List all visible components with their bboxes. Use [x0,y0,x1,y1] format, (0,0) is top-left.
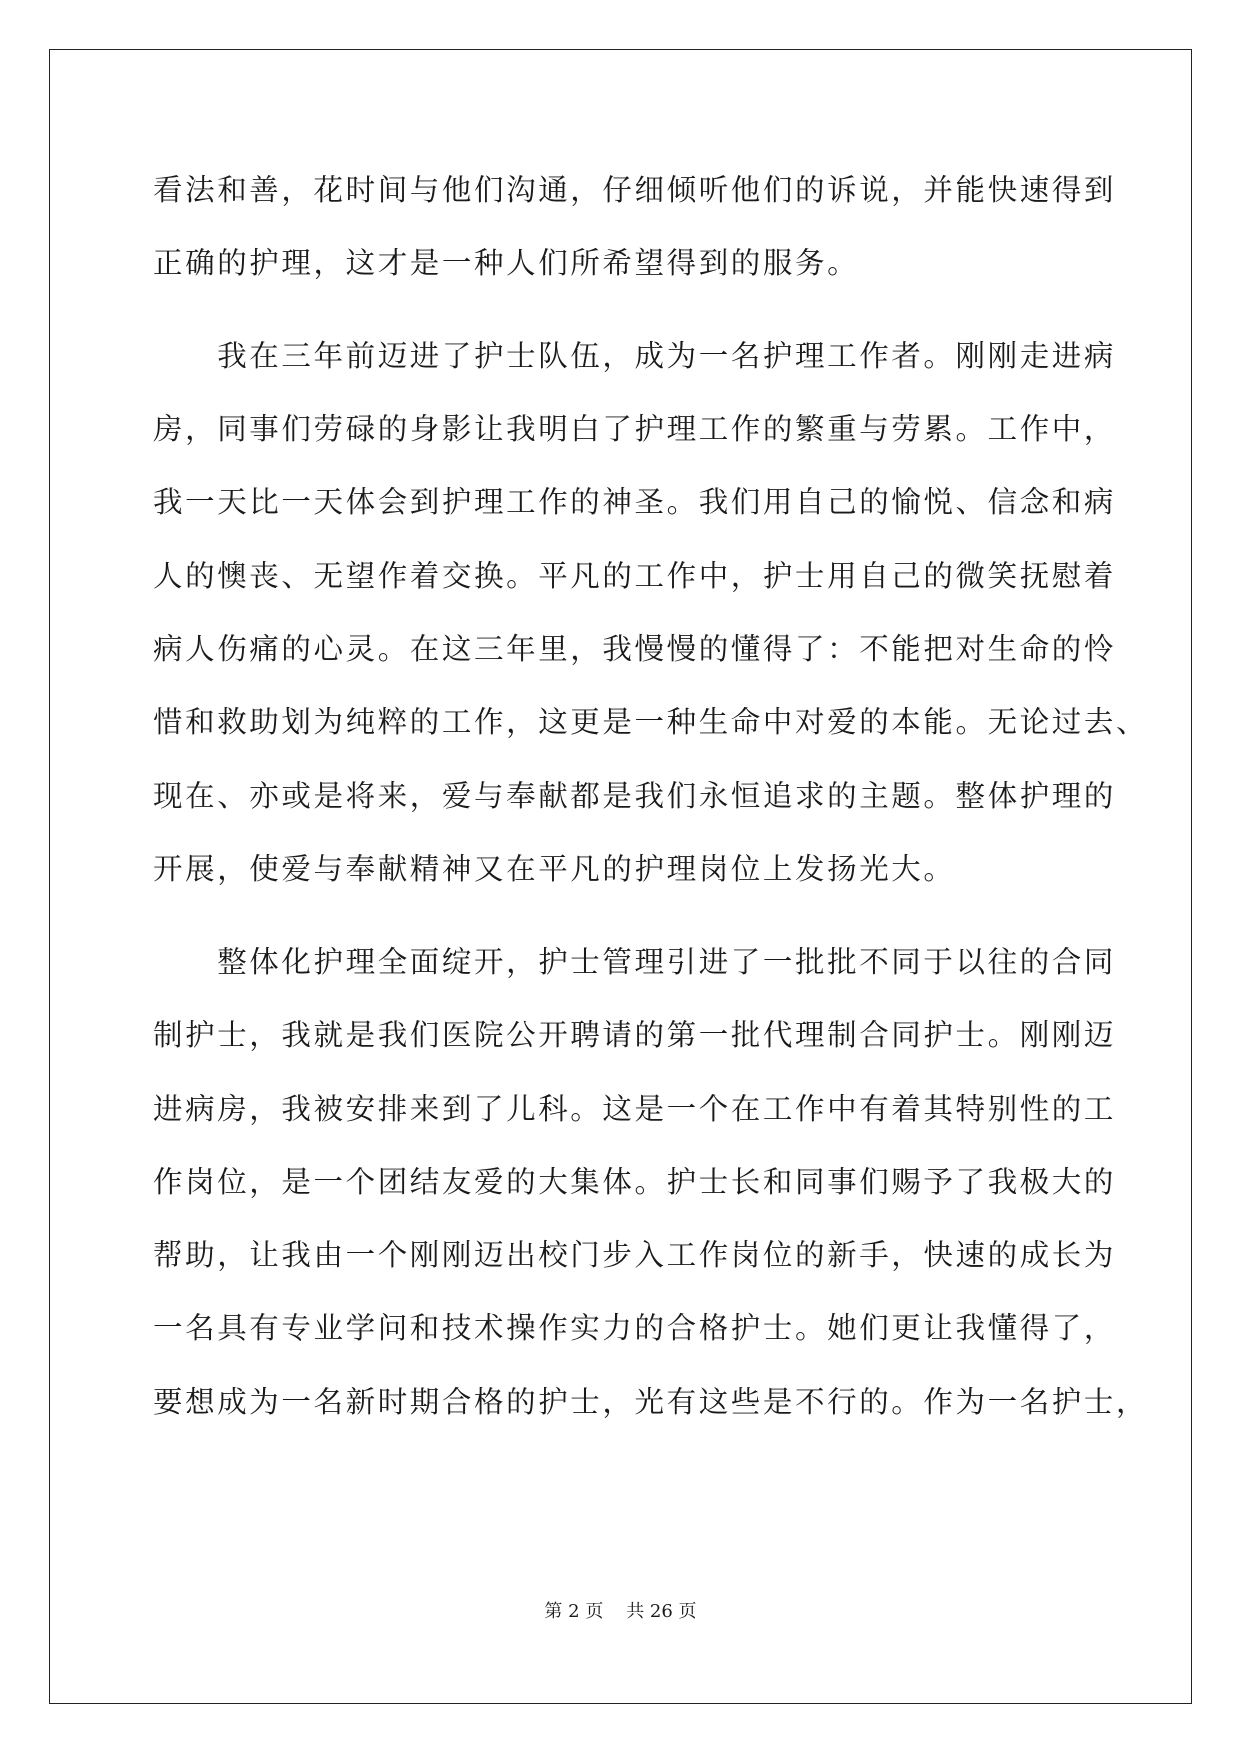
text-line-3: 我在三年前迈进了护士队伍，成为一名护理工作者。刚刚走进病 [153,339,1117,373]
text-line-1: 看法和善，花时间与他们沟通，仔细倾听他们的诉说，并能快速得到 [153,173,1117,207]
text-line-6: 人的懊丧、无望作着交换。平凡的工作中，护士用自己的微笑抚慰着 [153,559,1117,593]
text-line-9: 现在、亦或是将来，爱与奉献都是我们永恒追求的主题。整体护理的 [153,779,1117,813]
page-number-footer: 第 2 页 共 26 页 [544,1601,697,1622]
text-line-5: 我一天比一天体会到护理工作的神圣。我们用自己的愉悦、信念和病 [153,485,1117,519]
text-line-12: 制护士，我就是我们医院公开聘请的第一批代理制合同护士。刚刚迈 [153,1018,1117,1052]
text-line-14: 作岗位，是一个团结友爱的大集体。护士长和同事们赐予了我极大的 [153,1165,1117,1199]
text-line-15: 帮助，让我由一个刚刚迈出校门步入工作岗位的新手，快速的成长为 [153,1238,1117,1272]
text-line-8: 惜和救助划为纯粹的工作，这更是一种生命中对爱的本能。无论过去、 [153,705,1149,739]
text-line-2: 正确的护理，这才是一种人们所希望得到的服务。 [153,246,860,280]
text-line-10: 开展，使爱与奉献精神又在平凡的护理岗位上发扬光大。 [153,852,956,886]
text-line-16: 一名具有专业学问和技术操作实力的合格护士。她们更让我懂得了， [153,1311,1117,1345]
text-line-7: 病人伤痛的心灵。在这三年里，我慢慢的懂得了：不能把对生命的怜 [153,632,1117,666]
text-line-4: 房，同事们劳碌的身影让我明白了护理工作的繁重与劳累。工作中， [153,412,1117,446]
text-line-11: 整体化护理全面绽开，护士管理引进了一批批不同于以往的合同 [153,945,1117,979]
text-line-13: 进病房，我被安排来到了儿科。这是一个在工作中有着其特别性的工 [153,1092,1117,1126]
text-line-17: 要想成为一名新时期合格的护士，光有这些是不行的。作为一名护士， [153,1385,1149,1419]
